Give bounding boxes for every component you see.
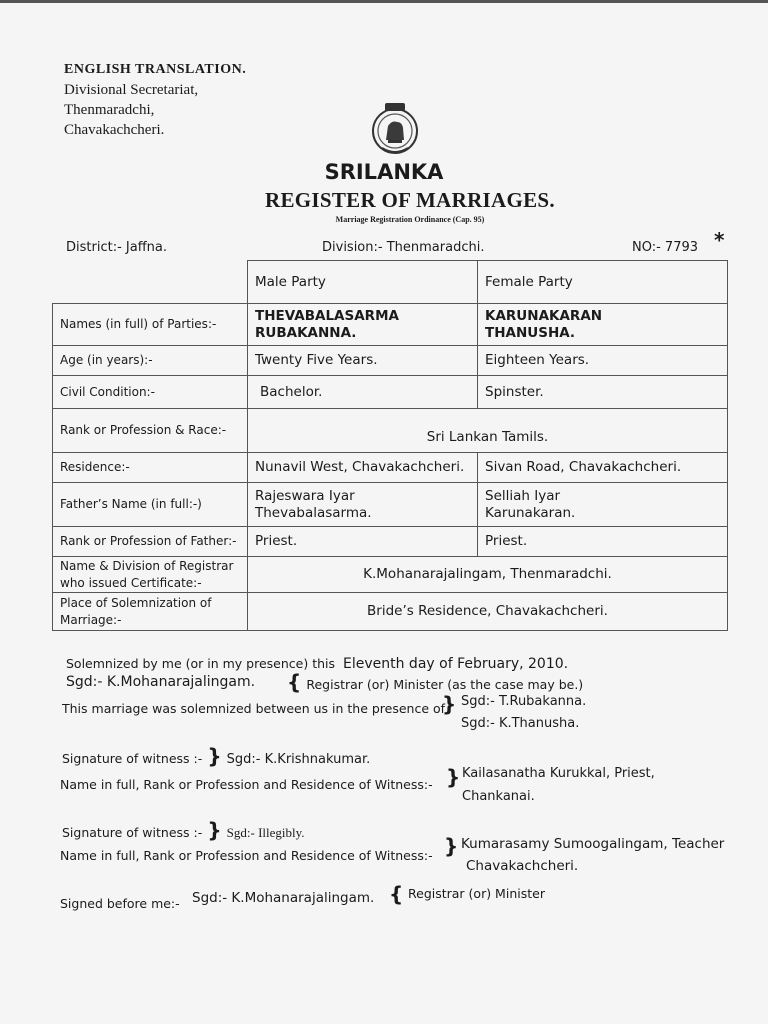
male-father-line-1: Rajeswara Iyar — [255, 487, 355, 504]
female-name-cell — [478, 304, 728, 346]
solemnized-date: Eleventh day of February, 2010. — [343, 656, 569, 672]
male-father-cell — [248, 483, 478, 527]
registrar-value: K.Mohanarajalingam, Thenmaradchi. — [248, 557, 728, 593]
witness2-name-label: Name in full, Rank or Profession and Residence of Witness:- — [60, 848, 433, 863]
male-name-line-2: RUBAKANNA. — [255, 324, 357, 341]
male-civil-cell: Bachelor. — [248, 376, 478, 409]
place-label-line-1: Place of Solemnization of — [60, 595, 212, 610]
male-age-cell: Twenty Five Years. — [248, 346, 478, 376]
office-line-1: Divisional Secretariat, — [64, 82, 199, 98]
female-residence-cell: Sivan Road, Chavakachcheri. — [478, 453, 728, 483]
table-row-rank-race — [53, 409, 728, 453]
register-table — [52, 260, 728, 631]
female-father-line-2: Karunakaran. — [485, 504, 576, 521]
office-header — [64, 60, 246, 140]
male-residence-cell: Nunavil West, Chavakachcheri. — [248, 453, 478, 483]
signed-before-label: Signed before me:- — [60, 896, 180, 911]
male-party-header: Male Party — [248, 261, 478, 304]
brace-close-icon: } — [442, 692, 457, 716]
brace-close-icon: } — [444, 834, 459, 858]
male-father-rank-cell: Priest. — [248, 527, 478, 557]
presence-text: This marriage was solemnized between us in the presence of — [62, 701, 446, 716]
witness2-name-line-2: Chavakachcheri. — [466, 858, 579, 874]
female-father-cell — [478, 483, 728, 527]
male-name-line-1: THEVABALASARMA — [255, 307, 399, 324]
male-father-line-2: Thevabalasarma. — [255, 504, 372, 521]
table-header-row — [53, 261, 728, 304]
row-label-names: Names (in full) of Parties:- — [53, 304, 248, 346]
asterisk-mark: * — [714, 228, 725, 252]
row-label-place — [53, 593, 248, 631]
country-title: SRILANKA — [324, 160, 444, 184]
row-label-father-rank: Rank or Profession of Father:- — [53, 527, 248, 557]
witness1-name-line-1: Kailasanatha Kurukkal, Priest, — [462, 766, 655, 781]
register-title: REGISTER OF MARRIAGES. — [265, 188, 555, 212]
row-label-registrar — [53, 557, 248, 593]
registration-number: NO:- 7793 — [632, 240, 699, 255]
table-row-registrar — [53, 557, 728, 593]
registrar-label-line-1: Name & Division of Registrar — [60, 558, 234, 573]
place-label-line-2: Marriage:- — [60, 612, 122, 627]
row-label-age: Age (in years):- — [53, 346, 248, 376]
row-label-father: Father’s Name (in full:-) — [53, 483, 248, 527]
office-line-2: Thenmaradchi, — [64, 102, 155, 118]
brace-open-icon: { — [287, 670, 302, 694]
witness2-label: Signature of witness :- — [62, 825, 203, 840]
registrar-label-line-2: who issued Certificate:- — [60, 575, 202, 590]
brace-close-icon: } — [446, 765, 461, 789]
translation-label: ENGLISH TRANSLATION. — [64, 62, 247, 77]
female-party-header: Female Party — [478, 261, 728, 304]
table-row-civil — [53, 376, 728, 409]
female-name-line-1: KARUNAKARAN — [485, 307, 603, 324]
row-label-residence: Residence:- — [53, 453, 248, 483]
registrar-note — [287, 670, 583, 694]
female-name-line-2: THANUSHA. — [485, 324, 576, 341]
row-label-rank-race: Rank or Profession & Race:- — [53, 409, 248, 453]
female-father-line-1: Selliah Iyar — [485, 487, 561, 504]
witness1-signature-row — [62, 744, 370, 768]
male-name-cell — [248, 304, 478, 346]
registrar-signature: Sgd:- K.Mohanarajalingam. — [66, 674, 256, 690]
scan-top-edge — [0, 0, 768, 3]
witness2-signature: Sgd:- Illegibly. — [226, 825, 305, 840]
female-father-rank-cell: Priest. — [478, 527, 728, 557]
rank-race-value: Sri Lankan Tamils. — [248, 409, 728, 453]
witness1-signature: Sgd:- K.Krishnakumar. — [226, 752, 371, 767]
brace-open-icon: { — [389, 882, 404, 906]
division-label: Division:- Thenmaradchi. — [322, 240, 485, 255]
brace-close-icon: } — [207, 744, 222, 768]
witness1-name-label: Name in full, Rank or Profession and Residence of Witness:- — [60, 777, 433, 792]
solemnized-prefix: Solemnized by me (or in my presence) this — [66, 656, 336, 671]
signed-before-role: Registrar (or) Minister — [408, 886, 545, 901]
row-label-civil: Civil Condition:- — [53, 376, 248, 409]
female-civil-cell: Spinster. — [478, 376, 728, 409]
brace-close-icon: } — [207, 818, 222, 842]
registrar-note-text: Registrar (or) Minister (as the case may be.) — [306, 677, 584, 692]
witness2-name-line-1: Kumarasamy Sumoogalingam, Teacher — [461, 836, 725, 852]
office-line-3: Chavakachcheri. — [64, 122, 165, 138]
table-row-father — [53, 483, 728, 527]
national-emblem-icon — [366, 100, 424, 158]
table-row-names — [53, 304, 728, 346]
table-row-place — [53, 593, 728, 631]
witness1-name-line-2: Chankanai. — [462, 789, 535, 804]
signed-before-signature: Sgd:- K.Mohanarajalingam. — [192, 890, 375, 906]
ordinance-subtitle: Marriage Registration Ordinance (Cap. 95) — [335, 215, 485, 224]
witness2-signature-row — [62, 818, 305, 842]
table-row-residence — [53, 453, 728, 483]
female-party-signature: Sgd:- K.Thanusha. — [461, 716, 580, 731]
witness1-label: Signature of witness :- — [62, 751, 203, 766]
table-row-age — [53, 346, 728, 376]
header-blank-cell — [53, 261, 248, 304]
male-party-signature: Sgd:- T.Rubakanna. — [461, 694, 587, 709]
place-value: Bride’s Residence, Chavakachcheri. — [248, 593, 728, 631]
district-label: District:- Jaffna. — [66, 240, 167, 255]
female-age-cell: Eighteen Years. — [478, 346, 728, 376]
table-row-father-rank — [53, 527, 728, 557]
